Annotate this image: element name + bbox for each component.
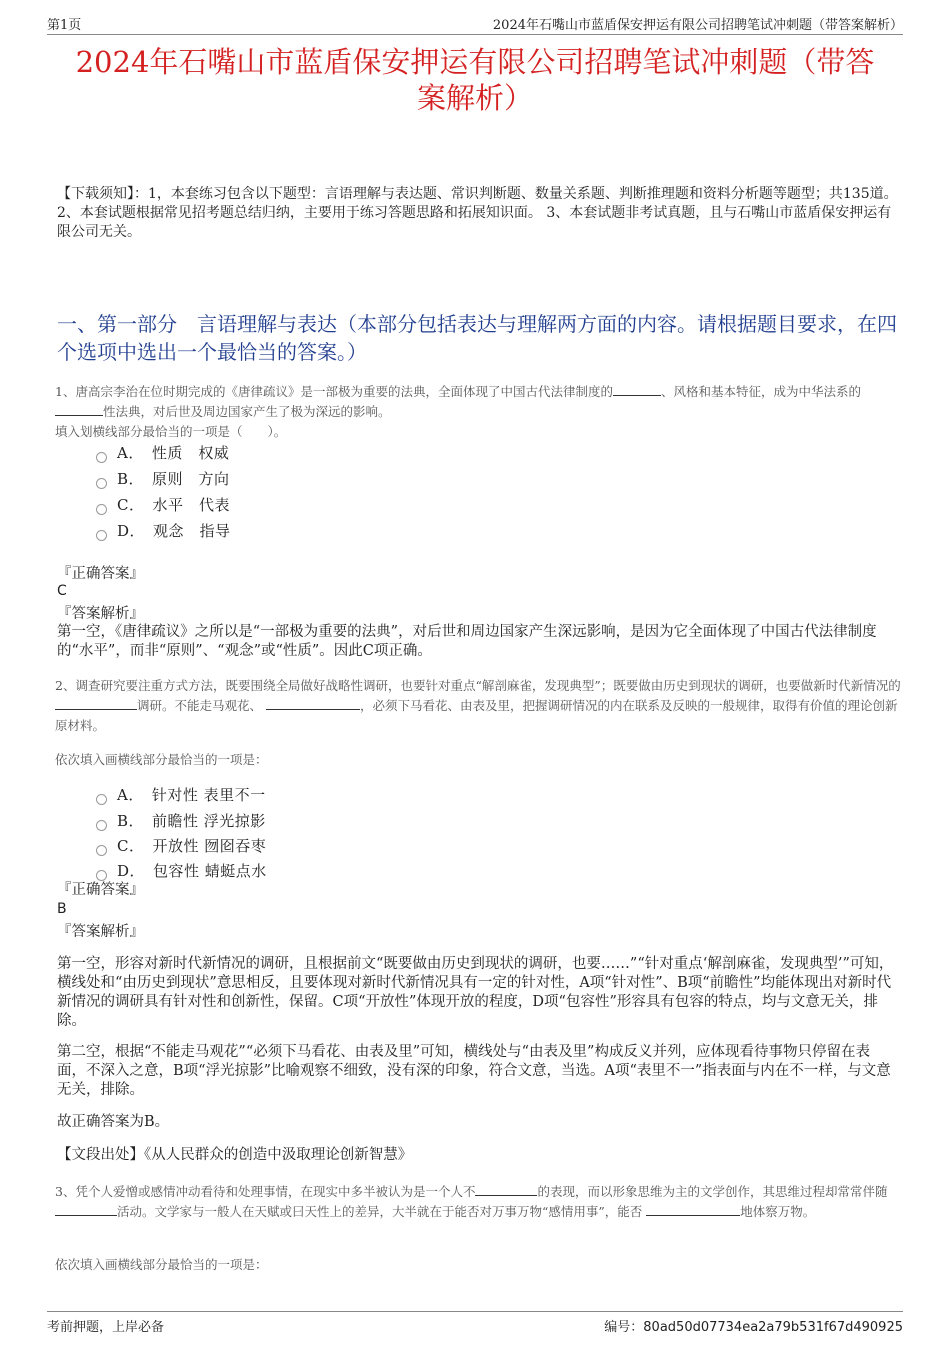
- q3-blank-2: [55, 1202, 117, 1216]
- page-footer: [47, 1311, 903, 1335]
- q1-text-c: 性法典，对后世及周边国家产生了极为深远的影响。: [103, 404, 391, 419]
- q3-blank-1: [475, 1182, 537, 1196]
- q2-blank-1: [55, 696, 137, 710]
- q1-answer: C: [57, 583, 67, 599]
- q1-option-d[interactable]: D． 观念 指导: [96, 520, 231, 542]
- q3-instruction: 依次填入画横线部分最恰当的一项是：: [55, 1257, 268, 1272]
- q1-option-b[interactable]: B． 原则 方向: [96, 468, 230, 490]
- radio-icon[interactable]: [96, 794, 107, 805]
- q3-blank-3: [646, 1202, 740, 1216]
- q2-option-d[interactable]: D． 包容性 蜻蜓点水: [96, 860, 267, 882]
- q3-text-d: 地体察万物。: [740, 1204, 816, 1219]
- title-line-2: 案解析）: [416, 81, 533, 115]
- q2-option-c[interactable]: C． 开放性 囫囵吞枣: [96, 835, 266, 857]
- title-line-1: 2024年石嘴山市蓝盾保安押运有限公司招聘笔试冲刺题（带答: [75, 45, 875, 79]
- radio-icon[interactable]: [96, 870, 107, 881]
- q1-blank-1: [613, 382, 661, 396]
- radio-icon[interactable]: [96, 478, 107, 489]
- q1-option-a[interactable]: A． 性质 权威: [96, 442, 229, 464]
- q1-text-b: 、风格和基本特征，成为中华法系的: [660, 384, 861, 399]
- q3-text-b: 的表现，而以形象思维为主的文学创作，其思维过程却常常伴随: [537, 1184, 888, 1199]
- question-3-stem: [55, 1182, 905, 1222]
- q2-explain-label: 『答案解析』: [57, 924, 144, 940]
- q2-text-a: 2、调查研究要注重方式方法，既要围绕全局做好战略性调研，也要针对重点“解剖麻雀，发现典型”；既要做由历史到现状的调研，也要做新时代新情况的: [55, 678, 901, 693]
- q2-option-a[interactable]: A． 针对性 表里不一: [96, 784, 266, 806]
- q2-source-label: 【文段出处】: [57, 1147, 144, 1163]
- document-title: [40, 44, 910, 116]
- q1-explain-label: 『答案解析』: [57, 606, 144, 622]
- q3-text-c: 活动。文学家与一般人在天赋或曰天性上的差异，大半就在于能否对万事万物“感情用事”，能否: [117, 1204, 643, 1219]
- section-heading: 一、第一部分 言语理解与表达（本部分包括表达与理解两方面的内容。请根据题目要求，在四个选项中选出一个最恰当的答案。）: [57, 312, 897, 364]
- radio-icon[interactable]: [96, 452, 107, 463]
- q2-option-b[interactable]: B． 前瞻性 浮光掠影: [96, 810, 266, 832]
- radio-icon[interactable]: [96, 820, 107, 831]
- q2-text-b: 调研。不能走马观花、: [137, 698, 263, 713]
- page-number: 第1页: [47, 18, 82, 33]
- q2-answer: B: [57, 901, 67, 917]
- download-notice: 【下载须知】：1，本套练习包含以下题型：言语理解与表达题、常识判断题、数量关系题、判断推理题和资料分析题等题型；共135道。 2、本套试题根据常见招考题总结归纳，主要用于练习答题思路和拓展知识面。 3、本套试题非考试真题，且与石嘴山市蓝盾保安押运有限公司无关。: [57, 186, 898, 240]
- q1-text-a: 1、唐高宗李治在位时期完成的《唐律疏议》是一部极为重要的法典，全面体现了中国古代法律制度的: [55, 384, 613, 399]
- header-doc-title: 2024年石嘴山市蓝盾保安押运有限公司招聘笔试冲刺题（带答案解析）: [492, 18, 903, 33]
- footer-code: 编号：80ad50d07734ea2a79b531f67d490925: [604, 1320, 903, 1335]
- q1-explanation: 第一空，《唐律疏议》之所以是“一部极为重要的法典”，对后世和周边国家产生深远影响，是因为它全面体现了中国古代法律制度的“水平”，而非“原则”、“观念”或“性质”。因此C项正确。: [57, 624, 877, 659]
- q2-explanation-1: 第一空，形容对新时代新情况的调研，且根据前文“既要做由历史到现状的调研，也要……”“针对重点‘解剖麻雀，发现典型’”可知，横线处和“由历史到现状”意思相反，且要体现对新时代新情况具有一定的针对性，A项“针对性”、B项“前瞻性”均能体现出对新时代新情况的调研具有针对性和创新性，保留。C项“开放性”体现开放的程度，D项“包容性”形容具有包容的特点，均与文意无关，排除。: [57, 956, 894, 1029]
- q3-text-a: 3、凭个人爱憎或感情冲动看待和处理事情，在现实中多半被认为是一个人不: [55, 1184, 476, 1199]
- radio-icon[interactable]: [96, 504, 107, 515]
- footer-slogan: 考前押题，上岸必备: [47, 1320, 165, 1335]
- page-header: [47, 14, 903, 35]
- q1-instruction: 填入划横线部分最恰当的一项是（ ）。: [55, 424, 287, 439]
- q2-explanation-3: 故正确答案为B。: [57, 1114, 170, 1130]
- q2-blank-2: [266, 696, 360, 710]
- q2-answer-label: 『正确答案』: [57, 882, 144, 898]
- q2-text-c: ，必须下马看花、由表及里，把握调研情况的内在联系及反映的一般规律，取得有价值的理论创新原材料。: [55, 698, 898, 733]
- q2-explanation-2: 第二空，根据“不能走马观花”“必须下马看花、由表及里”可知，横线处与“由表及里”构成反义并列，应体现看待事物只停留在表面，不深入之意，B项“浮光掠影”比喻观察不细致，没有深的印象，符合文意，当选。A项“表里不一”指表面与内在不一样，与文意无关，排除。: [57, 1044, 891, 1098]
- q1-answer-label: 『正确答案』: [57, 566, 144, 582]
- radio-icon[interactable]: [96, 845, 107, 856]
- q2-source: [57, 1146, 895, 1165]
- radio-icon[interactable]: [96, 530, 107, 541]
- q2-source-title: 《从人民群众的创造中汲取理论创新智慧》: [144, 1147, 413, 1163]
- q1-blank-2: [55, 402, 103, 416]
- question-1-stem: [55, 382, 905, 442]
- q1-option-c[interactable]: C． 水平 代表: [96, 494, 230, 516]
- question-2-stem: [55, 676, 905, 736]
- q2-instruction: 依次填入画横线部分最恰当的一项是：: [55, 752, 268, 767]
